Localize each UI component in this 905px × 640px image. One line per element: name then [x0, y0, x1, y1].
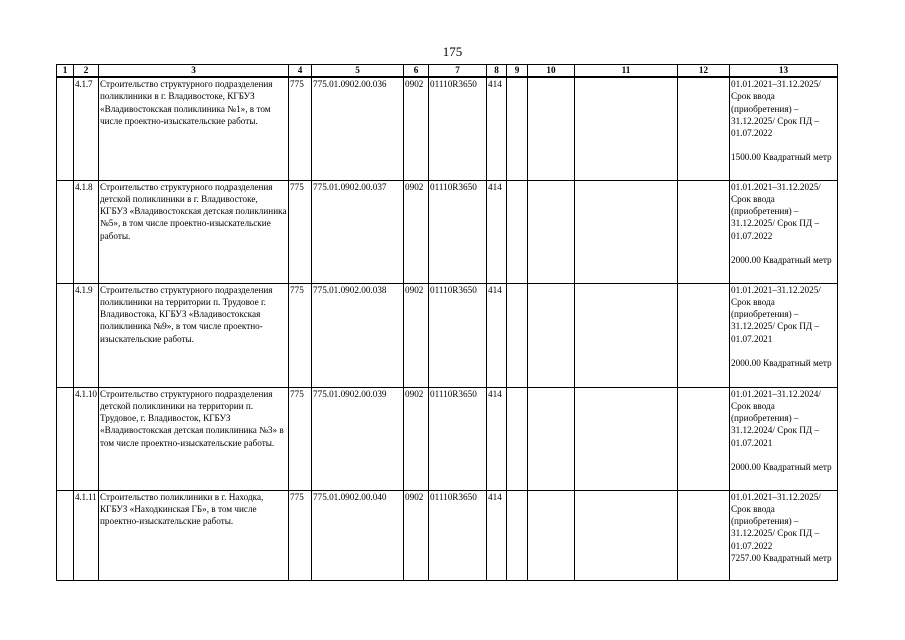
value-cell — [507, 77, 528, 180]
item-number: 4.1.11 — [74, 490, 99, 580]
capacity-text: 2000.00 Квадратный метр — [731, 254, 832, 265]
code-cell: 0902 — [404, 490, 429, 580]
value-cell — [528, 77, 575, 180]
capacity-text: 2000.00 Квадратный метр — [731, 461, 832, 472]
value-cell — [575, 283, 678, 387]
term-cell — [730, 77, 838, 180]
value-cell — [678, 283, 730, 387]
value-cell — [507, 387, 528, 490]
item-number: 4.1.9 — [74, 283, 99, 387]
item-number: 4.1.10 — [74, 387, 99, 490]
code-cell: 775 — [289, 180, 312, 283]
item-number: 4.1.7 — [74, 77, 99, 180]
term-text: 01.01.2021–31.12.2025/ Срок ввода (приобретения) – 31.12.2025/ Срок ПД – 01.07.2022 — [731, 181, 821, 241]
column-header: 13 — [730, 65, 838, 78]
column-header: 3 — [99, 65, 289, 78]
code-cell: 775 — [289, 387, 312, 490]
value-cell — [575, 490, 678, 580]
column-header: 12 — [678, 65, 730, 78]
code-cell: 0902 — [404, 77, 429, 180]
column-header: 11 — [575, 65, 678, 78]
column-header: 1 — [57, 65, 74, 78]
code-cell: 0902 — [404, 283, 429, 387]
code-cell: 0902 — [404, 180, 429, 283]
code-cell: 414 — [487, 77, 507, 180]
term-cell — [730, 387, 838, 490]
capacity-text: 7257.00 Квадратный метр — [731, 552, 832, 563]
code-cell: 775.01.0902.00.038 — [312, 283, 404, 387]
program-table — [56, 64, 838, 581]
object-name: Строительство структурного подразделения поликлиники на территории п. Трудовое г. Владивостока, КГБУЗ «Владивостокская поликлиника №9», в том числе проектно-изыскательские работы. — [99, 283, 289, 387]
column-header: 8 — [487, 65, 507, 78]
table-row — [57, 283, 838, 387]
column-header: 10 — [528, 65, 575, 78]
table-row — [57, 180, 838, 283]
value-cell — [678, 490, 730, 580]
value-cell — [575, 77, 678, 180]
table-header-row — [57, 65, 838, 78]
row-spacer-cell — [57, 283, 74, 387]
term-text: 01.01.2021–31.12.2025/ Срок ввода (приобретения) – 31.12.2025/ Срок ПД – 01.07.2022 — [731, 491, 821, 551]
column-header: 5 — [312, 65, 404, 78]
value-cell — [528, 180, 575, 283]
object-name: Строительство структурного подразделения детской поликлиники в г. Владивостоке, КГБУЗ «Владивостокская детская поликлиника №5», в том числе проектно-изыскательские работы. — [99, 180, 289, 283]
object-name: Строительство поликлиники в г. Находка, КГБУЗ «Находкинская ГБ», в том числе проектно-изыскательские работы. — [99, 490, 289, 580]
table-row — [57, 490, 838, 580]
object-name: Строительство структурного подразделения детской поликлиники на территории п. Трудовое, г. Владивосток, КГБУЗ «Владивостокская детская поликлиника №3» в том числе проектно-изыскательские работы. — [99, 387, 289, 490]
row-spacer-cell — [57, 490, 74, 580]
term-cell — [730, 180, 838, 283]
row-spacer-cell — [57, 180, 74, 283]
code-cell: 775.01.0902.00.036 — [312, 77, 404, 180]
item-number: 4.1.8 — [74, 180, 99, 283]
capacity-text: 2000.00 Квадратный метр — [731, 357, 832, 368]
table-row — [57, 387, 838, 490]
table-row — [57, 77, 838, 180]
value-cell — [575, 180, 678, 283]
value-cell — [575, 387, 678, 490]
code-cell: 414 — [487, 490, 507, 580]
code-cell: 0902 — [404, 387, 429, 490]
value-cell — [528, 283, 575, 387]
code-cell: 414 — [487, 283, 507, 387]
code-cell: 414 — [487, 387, 507, 490]
code-cell: 01110R3650 — [429, 283, 487, 387]
code-cell: 01110R3650 — [429, 77, 487, 180]
column-header: 6 — [404, 65, 429, 78]
column-header: 7 — [429, 65, 487, 78]
column-header: 2 — [74, 65, 99, 78]
row-spacer-cell — [57, 77, 74, 180]
column-header: 4 — [289, 65, 312, 78]
value-cell — [678, 180, 730, 283]
value-cell — [678, 387, 730, 490]
column-header: 9 — [507, 65, 528, 78]
code-cell: 775 — [289, 283, 312, 387]
code-cell: 01110R3650 — [429, 180, 487, 283]
value-cell — [507, 180, 528, 283]
code-cell: 01110R3650 — [429, 490, 487, 580]
term-text: 01.01.2021–31.12.2025/ Срок ввода (приобретения) – 31.12.2025/ Срок ПД – 01.07.2022 — [731, 79, 821, 139]
term-cell — [730, 490, 838, 580]
value-cell — [528, 387, 575, 490]
object-name: Строительство структурного подразделения поликлиники в г. Владивостоке, КГБУЗ «Владивостокская поликлиника №1», в том числе проектно-изыскательские работы. — [99, 77, 289, 180]
row-spacer-cell — [57, 387, 74, 490]
value-cell — [528, 490, 575, 580]
page-number: 175 — [442, 44, 463, 59]
term-text: 01.01.2021–31.12.2025/ Срок ввода (приобретения) – 31.12.2025/ Срок ПД – 01.07.2021 — [731, 284, 821, 344]
code-cell: 414 — [487, 180, 507, 283]
code-cell: 775.01.0902.00.037 — [312, 180, 404, 283]
value-cell — [507, 283, 528, 387]
code-cell: 775.01.0902.00.040 — [312, 490, 404, 580]
code-cell: 775.01.0902.00.039 — [312, 387, 404, 490]
code-cell: 775 — [289, 490, 312, 580]
capacity-text: 1500.00 Квадратный метр — [731, 152, 832, 163]
value-cell — [678, 77, 730, 180]
term-text: 01.01.2021–31.12.2024/ Срок ввода (приобретения) – 31.12.2024/ Срок ПД – 01.07.2021 — [731, 388, 821, 448]
term-cell — [730, 283, 838, 387]
value-cell — [507, 490, 528, 580]
code-cell: 775 — [289, 77, 312, 180]
code-cell: 01110R3650 — [429, 387, 487, 490]
